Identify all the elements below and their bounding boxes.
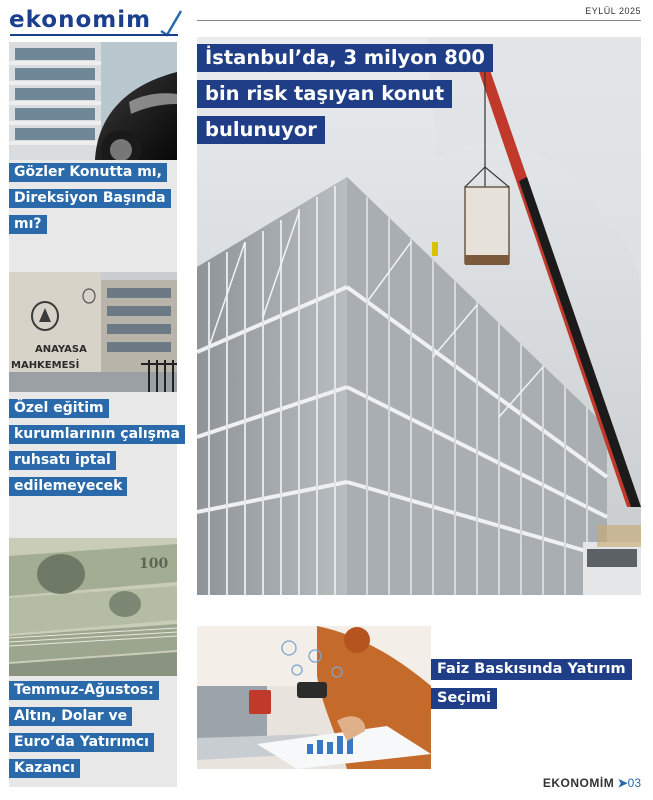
laptop-investment-image <box>197 626 431 769</box>
page-footer <box>543 776 641 790</box>
dollar-bills-image <box>9 538 177 676</box>
lead-headline[interactable]: İstanbul’da, 3 milyon 800 bin risk taşıyan konut bulunuyor <box>197 44 493 144</box>
article-photo-dollars[interactable] <box>9 538 177 676</box>
secondary-photo-investment[interactable] <box>197 626 431 769</box>
article-photo-building-car[interactable] <box>9 42 177 160</box>
sidebar-headline-1[interactable]: Gözler Konutta mı, Direksiyon Başında mı? <box>9 163 171 234</box>
sidebar-headline-1-box[interactable] <box>9 159 177 237</box>
page-number: 03 <box>627 776 641 790</box>
header-rule <box>197 20 641 21</box>
issue-date: EYLÜL 2025 <box>585 6 641 16</box>
sidebar-headline-2[interactable]: Özel eğitim kurumlarının çalışma ruhsatı iptal edilemeyecek <box>9 399 185 496</box>
arrow-right-icon: ➤ <box>617 776 628 790</box>
court-building-image <box>9 272 177 392</box>
logo-swoosh-icon <box>159 9 183 37</box>
lead-headline-box[interactable] <box>197 40 497 148</box>
secondary-headline-box[interactable] <box>431 655 631 713</box>
logo-wordmark: ekonomim <box>9 7 152 33</box>
masthead-rule <box>10 34 178 36</box>
building-car-image <box>9 42 177 160</box>
court-sign-line-1: ANAYASA <box>35 344 87 355</box>
court-sign-line-2: MAHKEMESİ <box>11 360 80 371</box>
sidebar-headline-2-box[interactable] <box>9 395 187 499</box>
svg-text:100: 100 <box>139 556 169 572</box>
secondary-headline[interactable]: Faiz Baskısında Yatırım Seçimi <box>431 659 632 709</box>
footer-brand: EKONOMİM <box>542 776 615 790</box>
article-photo-constitutional-court[interactable] <box>9 272 177 392</box>
sidebar-headline-3[interactable]: Temmuz-Ağustos: Altın, Dolar ve Euro’da Yatırımcı Kazancı <box>9 681 159 778</box>
sidebar-headline-3-box[interactable] <box>9 677 184 781</box>
